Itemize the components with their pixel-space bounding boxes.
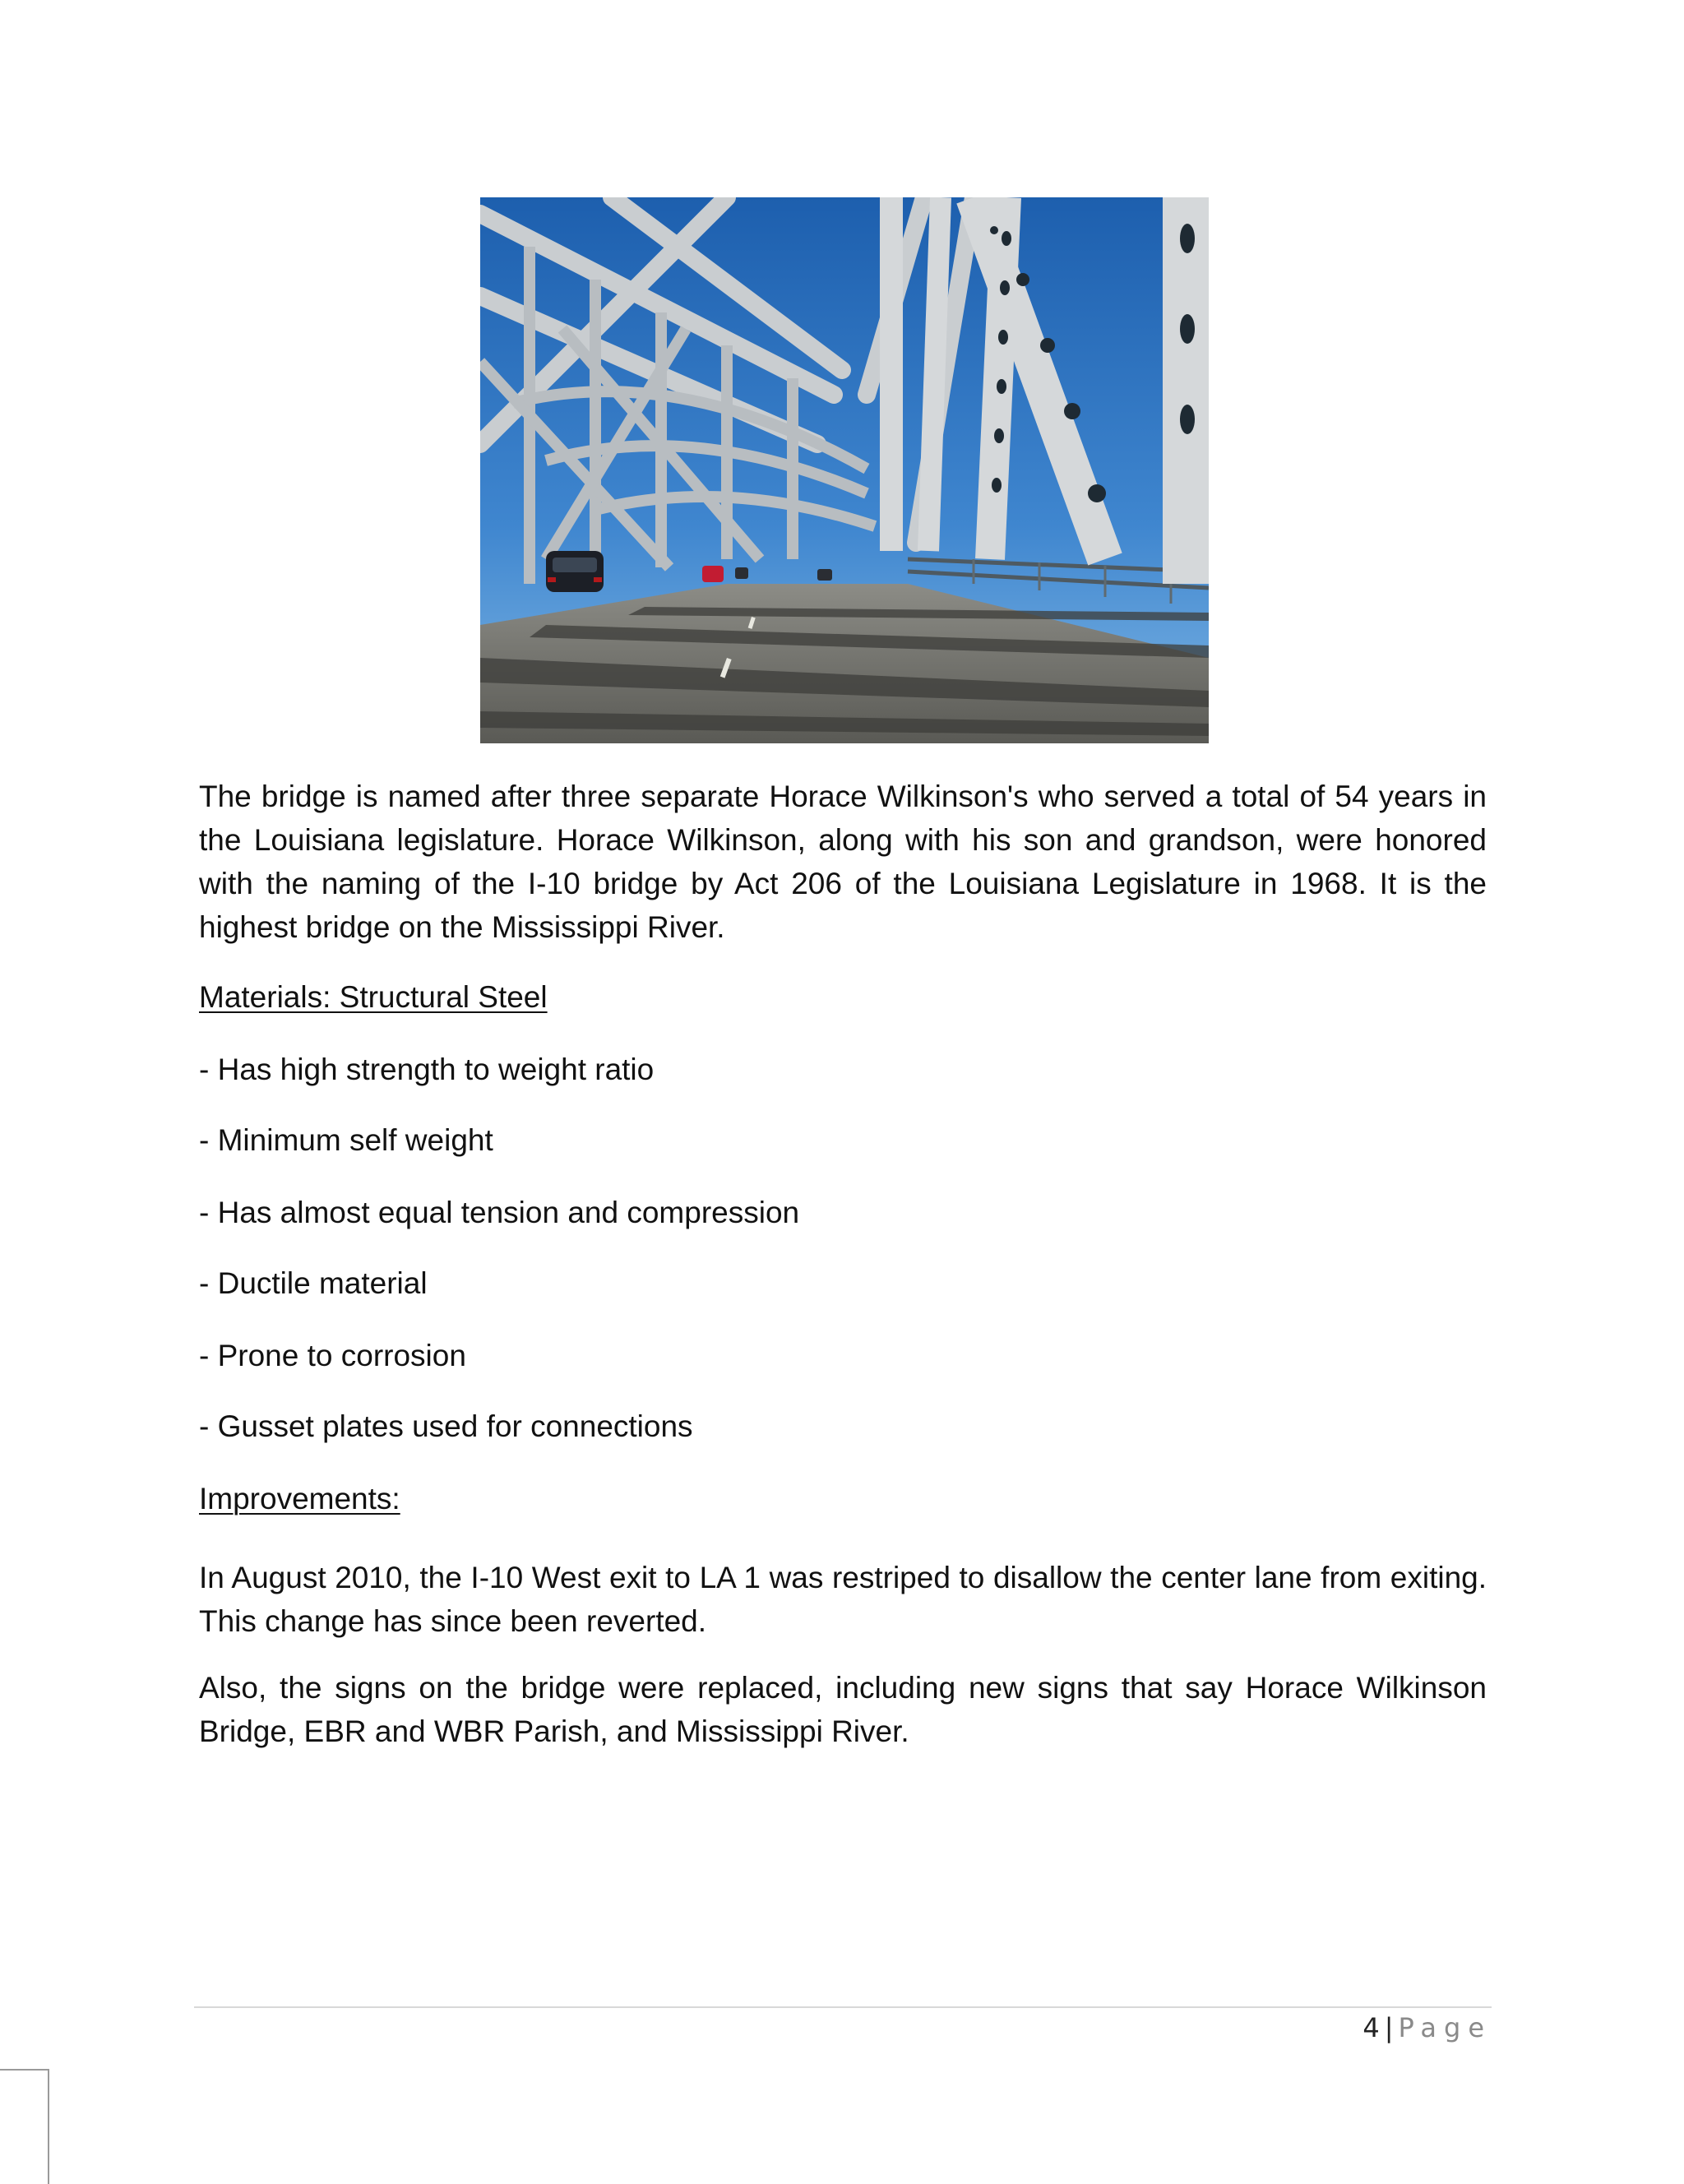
page-footer [1362,2010,1492,2046]
materials-item: - Has high strength to weight ratio [199,1053,655,1086]
improvements-paragraph: Also, the signs on the bridge were replaced, including new signs that say Horace Wilkinson Bridge, EBR and WBR Parish, and Mississippi River. [199,1671,1487,1748]
materials-item: - Prone to corrosion [199,1339,466,1372]
materials-item: - Gusset plates used for connections [199,1409,693,1443]
improvements-heading: Improvements: [199,1482,400,1515]
intro-paragraph: The bridge is named after three separate Horace Wilkinson's who served a total of 54 years in the Louisiana legislature. Horace Wilkinson, along with his son and grandson, were honored with the naming of the I-10 bridge by Act 206 of the Louisiana Legislature in 1968. It is the highest bridge on the Mississippi River. [199,780,1487,944]
corner-frame [0,2069,49,2184]
materials-heading: Materials: Structural Steel [199,980,548,1014]
page-number: 4 [1362,2012,1380,2043]
page-label: Page [1398,2012,1492,2043]
footer-separator: | [1384,2012,1394,2043]
bridge-photo [480,197,1209,743]
improvements-paragraph: In August 2010, the I-10 West exit to LA 1 was restriped to disallow the center lane from exiting. This change has since been reverted. [199,1561,1487,1638]
materials-item: - Has almost equal tension and compression [199,1196,800,1229]
footer-divider [194,2006,1492,2008]
materials-item: - Ductile material [199,1266,428,1300]
materials-item: - Minimum self weight [199,1123,493,1157]
